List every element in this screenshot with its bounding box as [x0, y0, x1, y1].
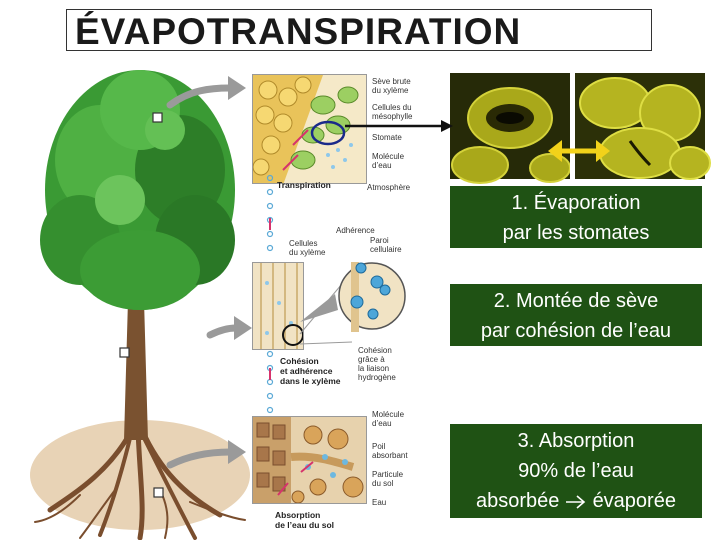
label-cohesion-hydrogene: Cohésion grâce à la liaison hydrogène	[358, 346, 396, 382]
label-molecule-bottom: Molécule d’eau	[372, 410, 405, 428]
label-adherence: Adhérence	[336, 226, 375, 235]
label-transpiration: Transpiration	[277, 180, 331, 190]
callout-montee-seve: 2. Montée de sève par cohésion de l’eau	[450, 284, 702, 346]
label-seve-brute: Sève brute du xylème	[372, 77, 411, 95]
label-molecule-top: Molécule d’eau	[372, 152, 405, 170]
label-poil-absorbant: Poil absorbant	[372, 442, 408, 460]
label-cellules-xyleme: Cellules du xylème	[289, 239, 326, 257]
cohesion-zoom-circle	[337, 254, 407, 344]
zoom-arrows	[150, 70, 260, 510]
label-particule-sol: Particule du sol	[372, 470, 404, 488]
callout-absorption: 3. Absorption 90% de l’eau absorbée évaporée	[450, 424, 702, 518]
locator-mid	[120, 348, 129, 357]
title-box	[66, 9, 652, 51]
callout-evaporation: 1. Évaporation par les stomates	[450, 186, 702, 248]
yellow-double-arrow	[548, 138, 610, 164]
label-eau: Eau	[372, 498, 387, 507]
label-mesophylle: Cellules du mésophylle	[372, 103, 413, 121]
callout-absorption-line3: absorbée évaporée	[476, 490, 676, 512]
arrow-right-icon	[565, 495, 587, 509]
label-absorption-sol: Absorption de l’eau du sol	[275, 510, 335, 530]
label-cohesion-adherence: Cohésion et adhérence dans le xylème	[280, 356, 341, 386]
stomate-pointer-arrow	[345, 118, 455, 138]
page-title: ÉVAPOTRANSPIRATION	[75, 11, 522, 52]
root-panel	[252, 416, 367, 504]
label-atmosphere: Atmosphère	[367, 183, 411, 192]
label-stomate: Stomate	[372, 133, 402, 142]
label-paroi: Paroi cellulaire	[370, 236, 402, 254]
